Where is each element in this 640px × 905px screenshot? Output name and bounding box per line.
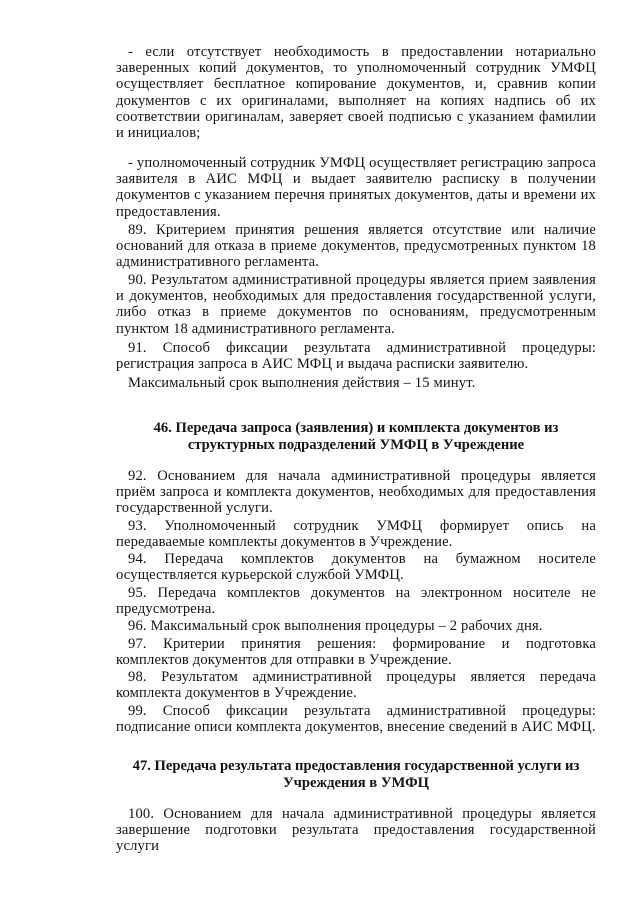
section-heading-46-line1: 46. Передача запроса (заявления) и комплекта документов из: [153, 420, 559, 436]
paragraph-100: 100. Основанием для начала административной процедуры является завершение подготовки результата предоставления государственной услуги: [116, 806, 596, 855]
section-heading-47-line1: 47. Передача результата предоставления государственной услуги из: [132, 758, 580, 774]
paragraph-95: 95. Передача комплектов документов на электронном носителе не предусмотрена.: [116, 585, 596, 618]
paragraph-89: 89. Критерием принятия решения является отсутствие или наличие оснований для отказа в приеме документов, предусмотренных пунктом 18 административного регламента.: [116, 222, 596, 271]
paragraph-notary-copies: - если отсутствует необходимость в предоставлении нотариально заверенных копий документов, то уполномоченный сотрудник УМФЦ осуществляет бесплатное копирование документов, и, сравнив копии документов с их оригиналами, выполняет на копиях надпись об их соответствии оригиналам, заверяет своей подписью с указанием фамилии и инициалов;: [116, 44, 596, 142]
paragraph-90: 90. Результатом административной процедуры является прием заявления и документов, необходимых для предоставления государственной услуги, либо отказ в приеме документов по основаниям, предусмотренным пунктом 18 административного регламента.: [116, 272, 596, 337]
paragraph-97: 97. Критерии принятия решения: формирование и подготовка комплектов документов для отправки в Учреждение.: [116, 636, 596, 669]
paragraph-91: 91. Способ фиксации результата административной процедуры: регистрация запроса в АИС МФЦ и выдача расписки заявителю.: [116, 340, 596, 373]
paragraph-99: 99. Способ фиксации результата административной процедуры: подписание описи комплекта документов, внесение сведений в АИС МФЦ.: [116, 703, 596, 736]
paragraph-98: 98. Результатом административной процедуры является передача комплекта документов в Учреждение.: [116, 669, 596, 702]
paragraph-92: 92. Основанием для начала административной процедуры является приём запроса и комплекта документов, необходимых для предоставления государственной услуги.: [116, 468, 596, 517]
paragraph-94: 94. Передача комплектов документов на бумажном носителе осуществляется курьерской службой УМФЦ.: [116, 551, 596, 584]
paragraph-93: 93. Уполномоченный сотрудник УМФЦ формирует опись на передаваемые комплекты документов в Учреждение.: [116, 518, 596, 551]
section-heading-46-line2: структурных подразделений УМФЦ в Учреждение: [187, 437, 525, 453]
paragraph-registration: - уполномоченный сотрудник УМФЦ осуществляет регистрацию запроса заявителя в АИС МФЦ и выдает заявителю расписку в получении документов с указанием перечня принятых документов, даты и времени их предоставления.: [116, 155, 596, 220]
paragraph-96: 96. Максимальный срок выполнения процедуры – 2 рабочих дня.: [128, 618, 543, 634]
section-heading-47-line2: Учреждения в УМФЦ: [282, 775, 430, 791]
paragraph-max-term: Максимальный срок выполнения действия – 15 минут.: [128, 375, 476, 391]
